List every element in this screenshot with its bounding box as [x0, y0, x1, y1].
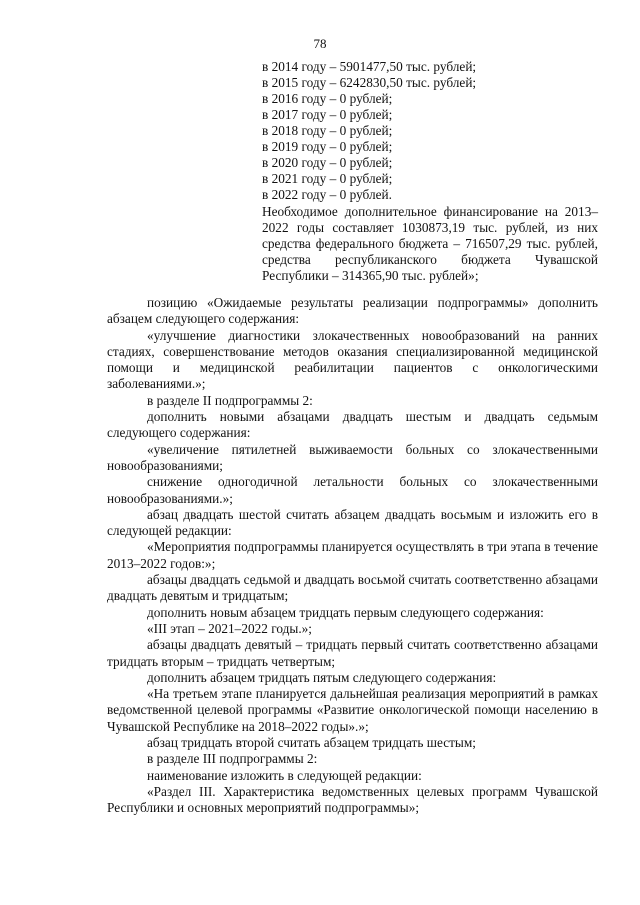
- paragraph: в разделе II подпрограммы 2:: [147, 392, 313, 408]
- funding-block: [262, 59, 598, 284]
- funding-year-line: в 2022 году – 0 рублей.: [262, 187, 392, 202]
- paragraph: абзац двадцать шестой считать абзацем двадцать восьмым и изложить его в следующей редакции:: [107, 506, 598, 539]
- paragraph: дополнить новым абзацем тридцать первым следующего содержания:: [147, 604, 544, 620]
- funding-year-line: в 2015 году – 6242830,50 тыс. рублей;: [262, 75, 477, 90]
- paragraph: абзацы двадцать девятый – тридцать первый считать соответственно абзацами тридцать вторым – тридцать четвертым;: [107, 637, 598, 669]
- paragraph: позицию «Ожидаемые результаты реализации подпрограммы» дополнить абзацем следующего содержания:: [107, 295, 598, 327]
- paragraph: «улучшение диагностики злокачественных новообразований на ранних стадиях, совершенствование методов оказания специализированной медицинской помощи и медицинской реабилитации пациентов с онкологическими заболеваниями.»;: [107, 327, 598, 392]
- paragraph: «Мероприятия подпрограммы планируется осуществлять в три этапа в течение 2013–2022 годов:»;: [107, 539, 598, 571]
- funding-year-line: в 2017 году – 0 рублей;: [262, 107, 393, 122]
- funding-year-line: в 2018 году – 0 рублей;: [262, 123, 393, 138]
- funding-year-line: в 2019 году – 0 рублей;: [262, 139, 393, 154]
- funding-year-line: в 2014 году – 5901477,50 тыс. рублей;: [262, 59, 477, 74]
- document-body: [107, 295, 598, 817]
- paragraph: «III этап – 2021–2022 годы.»;: [147, 620, 312, 636]
- paragraph: наименование изложить в следующей редакции:: [147, 767, 422, 783]
- funding-note: Необходимое дополнительное финансирование на 2013–2022 годы составляет 1030873,19 тыс. рублей, из них средства федерального бюджета – 716507,29 тыс. рублей, средства республиканского бюджета Чувашской Республики – 314365,90 тыс. рублей»;: [262, 204, 598, 283]
- paragraph: «На третьем этапе планируется дальнейшая реализация мероприятий в рамках ведомственной целевой программы «Развитие онкологической помощи населению в Чувашской Республике на 2018–2022 годы».»;: [107, 686, 598, 734]
- paragraph: дополнить абзацем тридцать пятым следующего содержания:: [147, 669, 497, 685]
- paragraph: в разделе III подпрограммы 2:: [147, 751, 318, 767]
- paragraph: дополнить новыми абзацами двадцать шестым и двадцать седьмым следующего содержания:: [107, 409, 598, 441]
- paragraph: абзац тридцать второй считать абзацем тридцать шестым;: [147, 735, 476, 751]
- paragraph: абзацы двадцать седьмой и двадцать восьмой считать соответственно абзацами двадцать девятым и тридцатым;: [107, 572, 598, 604]
- funding-year-line: в 2016 году – 0 рублей;: [262, 91, 393, 106]
- paragraph: «Раздел III. Характеристика ведомственных целевых программ Чувашской Республики и основных мероприятий подпрограммы»;: [107, 783, 598, 816]
- paragraph: снижение одногодичной летальности больных со злокачественными новообразованиями.»;: [107, 474, 598, 506]
- funding-year-line: в 2021 году – 0 рублей;: [262, 171, 393, 186]
- funding-year-line: в 2020 году – 0 рублей;: [262, 155, 393, 170]
- page-number: 78: [313, 36, 327, 51]
- paragraph: «увеличение пятилетней выживаемости больных со злокачественными новообразованиями;: [107, 441, 598, 473]
